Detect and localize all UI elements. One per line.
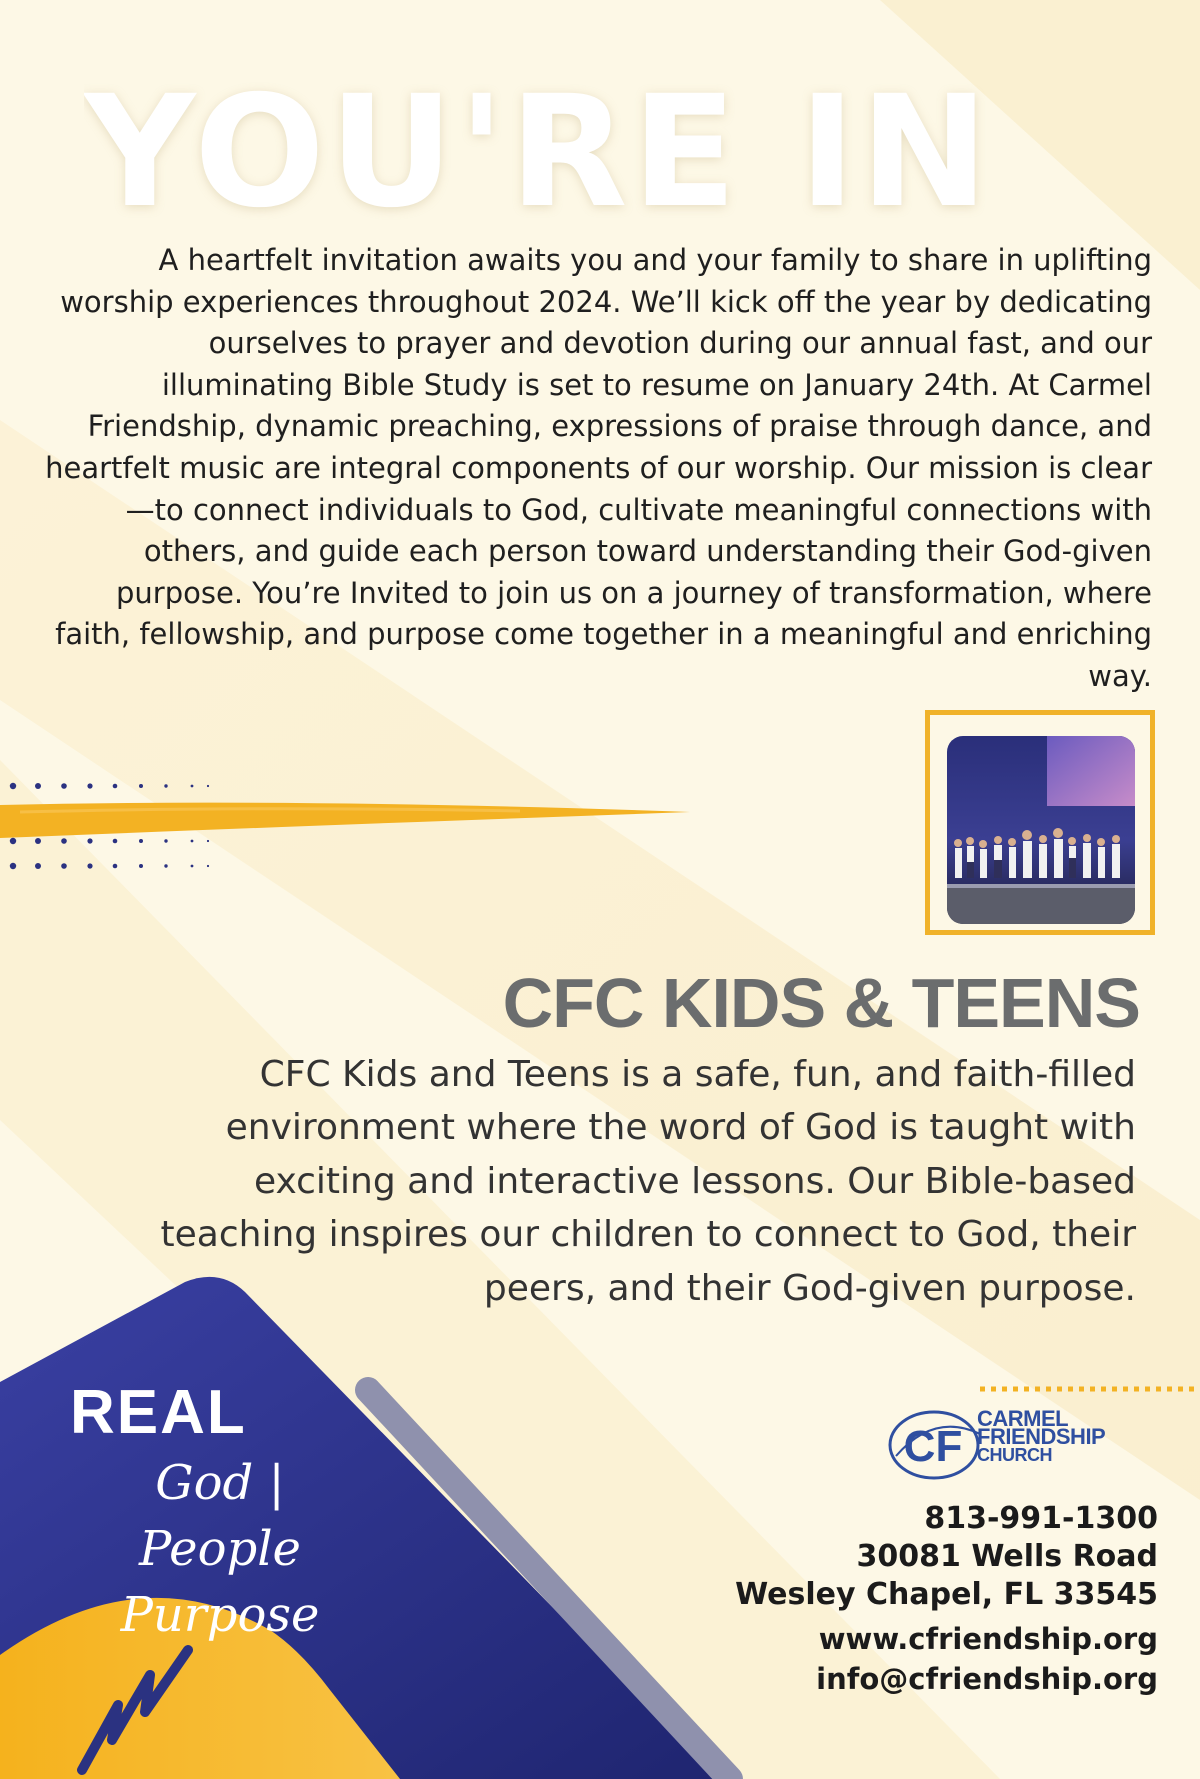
- city-address: Wesley Chapel, FL 33545: [735, 1577, 1158, 1612]
- kids-stage-photo: [947, 736, 1135, 924]
- street-address: 30081 Wells Road: [856, 1539, 1158, 1574]
- email-link[interactable]: info@cfriendship.org: [816, 1662, 1158, 1696]
- kids-teens-description: CFC Kids and Teens is a safe, fun, and faith-filled environment where the word of God is taught with exciting and interactive lessons. Our Bible-based teaching inspires our children to connect to God, their peers, and their God-given purpose.: [160, 1054, 1136, 1309]
- tagline-real: REAL: [70, 1378, 247, 1447]
- kids-teens-title: CFC KIDS & TEENS: [502, 964, 1140, 1042]
- website-link[interactable]: www.cfriendship.org: [818, 1622, 1158, 1656]
- phone: 813-991-1300: [924, 1501, 1158, 1536]
- headline: YOU'RE IN: [84, 68, 993, 238]
- logo-mark: CF: [903, 1422, 963, 1471]
- church-name: [977, 1406, 1106, 1465]
- tagline-god-people: God | People: [139, 1455, 301, 1577]
- tagline-purpose: Purpose: [120, 1587, 320, 1643]
- church-name-line3: CHURCH: [977, 1445, 1052, 1465]
- tagline-script: [70, 1450, 370, 1648]
- intro-paragraph: A heartfelt invitation awaits you and your family to share in uplifting worship experiences throughout 2024. We’ll kick off the year by dedicating ourselves to prayer and devotion during our annual fast, and our illuminating Bible Study is set to resume on January 24th. At Carmel Friendship, dynamic preaching, expressions of praise through dance, and heartfelt music are integral components of our worship. Our mission is clear—to connect individuals to God, cultivate meaningful connections with others, and guide each person toward understanding their God-given purpose. You’re Invited to join us on a journey of transformation, where faith, fellowship, and purpose come together in a meaningful and enriching way.: [45, 243, 1152, 693]
- contact-block: [660, 1500, 1158, 1699]
- church-name-line2: FRIENDSHIP: [977, 1424, 1106, 1449]
- church-name-line1: CARMEL: [977, 1406, 1069, 1431]
